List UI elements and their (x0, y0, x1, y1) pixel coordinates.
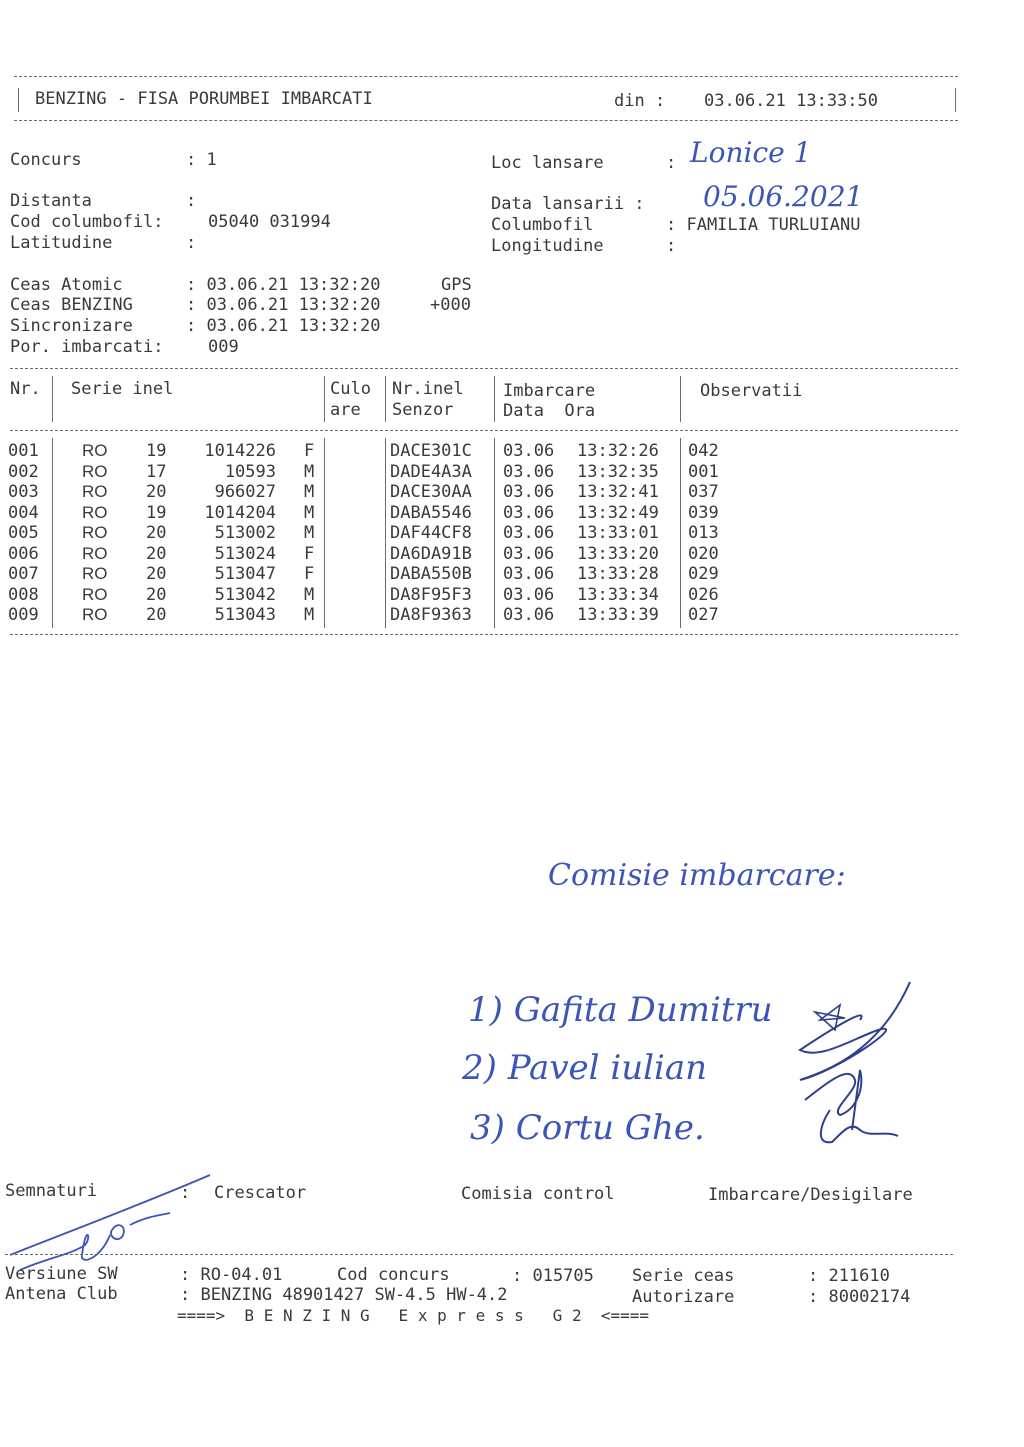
autorizare-value: : 80002174 (808, 1287, 911, 1307)
cell-data: 03.06 (503, 482, 555, 502)
cell-obs: 020 (688, 543, 719, 564)
cell-sex: M (304, 605, 315, 625)
col-divider (494, 376, 495, 422)
columbofil-value: : FAMILIA TURLUIANU (666, 215, 861, 235)
cell-obs: 042 (688, 441, 719, 461)
cell-tara: RO (82, 461, 108, 481)
cell-nr: 004 (8, 502, 39, 523)
cell-sex: F (304, 441, 315, 461)
cell-ora: 13:32:35 (577, 461, 659, 482)
cell-ora: 13:33:20 (577, 543, 659, 564)
cell-inel: 1014204 (204, 502, 276, 523)
cell-data: 03.06 (503, 605, 555, 625)
col-divider (385, 438, 386, 628)
cell-inel: 10593 (224, 461, 276, 482)
cell-ora: 13:33:34 (577, 584, 659, 605)
cell-tara: RO (82, 441, 108, 460)
col-header-imbarcare-2: Data Ora (503, 401, 596, 421)
cell-senzor: DA6DA91B (390, 543, 472, 564)
col-divider (494, 438, 495, 628)
cell-senzor: DA8F95F3 (390, 584, 472, 605)
cell-senzor: DAF44CF8 (390, 523, 472, 543)
longitudine-label: Longitudine (491, 236, 604, 256)
comisie-title: Comisie imbarcare: (548, 858, 846, 893)
header-left-border (18, 88, 19, 112)
cell-senzor: DADE4A3A (390, 461, 472, 482)
cell-tara: RO (82, 543, 108, 563)
cell-obs: 029 (688, 564, 719, 584)
sincronizare-label: Sincronizare (10, 316, 133, 336)
antena-club-value: : BENZING 48901427 SW-4.5 HW-4.2 (180, 1285, 508, 1305)
footer-top-rule (5, 1254, 953, 1255)
cell-sex: F (304, 564, 315, 584)
cell-nr: 009 (8, 605, 39, 625)
col-header-imbarcare-1: Imbarcare (503, 381, 596, 401)
cell-senzor: DABA550B (390, 564, 472, 584)
comisie-member-1: 1) Gafita Dumitru (468, 990, 773, 1030)
cod-columbofil-label: Cod columbofil: (10, 212, 164, 232)
cell-nr: 001 (8, 441, 39, 461)
cell-sex: M (304, 523, 315, 543)
cell-inel: 513043 (214, 605, 276, 625)
print-date-label: din : (614, 91, 666, 111)
serie-ceas-label: Serie ceas (632, 1266, 735, 1286)
cell-tara: RO (82, 482, 108, 501)
cell-ora: 13:32:49 (577, 502, 659, 523)
cell-data: 03.06 (503, 441, 555, 461)
cell-senzor: DABA5546 (390, 502, 472, 523)
cell-inel: 513002 (214, 523, 276, 543)
ceas-benzing-offset: +000 (430, 295, 471, 315)
cell-data: 03.06 (503, 543, 555, 564)
col-header-nrinel-1: Nr.inel (392, 379, 464, 399)
col-header-observatii: Observatii (700, 381, 803, 401)
versiune-sw-label: Versiune SW (5, 1264, 118, 1284)
ceas-benzing-value: : 03.06.21 13:32:20 (186, 295, 381, 315)
serie-ceas-value: : 211610 (808, 1266, 890, 1286)
col-divider (52, 376, 53, 422)
ceas-atomic-value: : 03.06.21 13:32:20 (186, 275, 381, 295)
cell-nr: 007 (8, 564, 39, 584)
versiune-sw-value: : RO-04.01 (180, 1265, 283, 1285)
cell-an: 19 (146, 502, 167, 523)
cell-ora: 13:32:41 (577, 482, 659, 502)
ceas-benzing-label: Ceas BENZING (10, 295, 133, 315)
cell-sex: M (304, 584, 315, 605)
col-divider (680, 376, 681, 422)
cell-tara: RO (82, 564, 108, 583)
antena-club-label: Antena Club (5, 1284, 118, 1304)
data-lansarii-value: 05.06.2021 (703, 180, 864, 213)
cell-data: 03.06 (503, 523, 555, 543)
loc-lansare-value: Lonice 1 (690, 136, 812, 169)
table-top-rule (10, 368, 958, 369)
cell-data: 03.06 (503, 584, 555, 605)
concurs-label: Concurs (10, 150, 82, 170)
col-header-nr: Nr. (10, 379, 41, 399)
data-lansarii-label: Data lansarii : (491, 194, 645, 214)
crescator-signature (0, 1165, 230, 1275)
cell-an: 20 (146, 564, 167, 584)
commission-signatures (760, 960, 1020, 1160)
col-divider (385, 376, 386, 422)
col-header-culoare-1: Culo (330, 379, 371, 399)
cell-senzor: DACE30AA (390, 482, 472, 502)
cell-obs: 013 (688, 523, 719, 543)
cell-an: 19 (146, 441, 167, 461)
cell-inel: 966027 (214, 482, 276, 502)
col-divider (324, 438, 325, 628)
cell-obs: 039 (688, 502, 719, 523)
header-top-rule (14, 76, 958, 77)
ceas-atomic-source: GPS (441, 275, 472, 295)
comisie-member-2: 2) Pavel iulian (462, 1048, 708, 1088)
col-divider (324, 376, 325, 422)
col-divider (680, 438, 681, 628)
cell-nr: 003 (8, 482, 39, 502)
cell-tara: RO (82, 605, 108, 624)
por-imbarcati-label: Por. imbarcati: (10, 337, 164, 357)
cell-sex: M (304, 482, 315, 502)
comisia-control-label: Comisia control (461, 1184, 615, 1204)
col-divider (52, 438, 53, 628)
cell-nr: 002 (8, 461, 39, 482)
concurs-value: : 1 (186, 150, 217, 170)
cell-senzor: DA8F9363 (390, 605, 472, 625)
cell-obs: 001 (688, 461, 719, 482)
loc-lansare-sep: : (666, 153, 677, 173)
cell-nr: 008 (8, 584, 39, 605)
print-date-value: 03.06.21 13:33:50 (704, 91, 878, 111)
loc-lansare-label: Loc lansare (491, 153, 604, 173)
cell-data: 03.06 (503, 461, 555, 482)
cell-ora: 13:33:28 (577, 564, 659, 584)
crescator-label: Crescator (214, 1183, 307, 1203)
cell-sex: F (304, 543, 315, 564)
cell-inel: 513047 (214, 564, 276, 584)
header-right-border (955, 88, 956, 112)
cell-an: 20 (146, 605, 167, 625)
header-bottom-rule (14, 120, 958, 121)
semnaturi-sep: : (180, 1183, 191, 1203)
autorizare-label: Autorizare (632, 1287, 735, 1307)
cell-inel: 513024 (214, 543, 276, 564)
cell-an: 20 (146, 584, 167, 605)
col-header-serie: Serie inel (71, 379, 174, 399)
cell-ora: 13:32:26 (577, 441, 659, 461)
cell-ora: 13:33:01 (577, 523, 659, 543)
cell-sex: M (304, 502, 315, 523)
cell-senzor: DACE301C (390, 441, 472, 461)
cell-data: 03.06 (503, 502, 555, 523)
cell-an: 20 (146, 523, 167, 543)
cod-concurs-label: Cod concurs (337, 1265, 450, 1285)
latitudine-value: : (186, 233, 197, 253)
longitudine-value: : (666, 236, 677, 256)
cell-data: 03.06 (503, 564, 555, 584)
cell-ora: 13:33:39 (577, 605, 659, 625)
cell-obs: 027 (688, 605, 719, 625)
cell-tara: RO (82, 584, 108, 604)
table-bottom-rule (10, 634, 958, 635)
cell-tara: RO (82, 502, 108, 522)
sincronizare-value: : 03.06.21 13:32:20 (186, 316, 381, 336)
cell-obs: 026 (688, 584, 719, 605)
por-imbarcati-value: 009 (208, 337, 239, 357)
latitudine-label: Latitudine (10, 233, 113, 253)
cell-tara: RO (82, 523, 108, 542)
columbofil-label: Columbofil (491, 215, 594, 235)
cell-an: 17 (146, 461, 167, 482)
cell-sex: M (304, 461, 315, 482)
distanta-label: Distanta (10, 191, 92, 211)
col-header-culoare-2: are (330, 400, 361, 420)
cell-an: 20 (146, 543, 167, 564)
cod-concurs-value: : 015705 (512, 1266, 594, 1286)
cod-columbofil-value: 05040 031994 (208, 212, 331, 232)
document-title: BENZING - FISA PORUMBEI IMBARCATI (35, 89, 373, 109)
cell-obs: 037 (688, 482, 719, 502)
imbarcare-desigilare-label: Imbarcare/Desigilare (708, 1185, 913, 1205)
table-header-rule (10, 430, 958, 431)
cell-inel: 1014226 (204, 441, 276, 461)
ceas-atomic-label: Ceas Atomic (10, 275, 123, 295)
cell-nr: 005 (8, 523, 39, 543)
distanta-value: : (186, 191, 197, 211)
cell-nr: 006 (8, 543, 39, 564)
cell-an: 20 (146, 482, 167, 502)
semnaturi-label: Semnaturi (5, 1181, 98, 1201)
comisie-member-3: 3) Cortu Ghe. (470, 1108, 705, 1148)
brand-line: ====> B E N Z I N G E x p r e s s G 2 <==== (177, 1306, 650, 1325)
cell-inel: 513042 (214, 584, 276, 605)
col-header-nrinel-2: Senzor (392, 400, 454, 420)
